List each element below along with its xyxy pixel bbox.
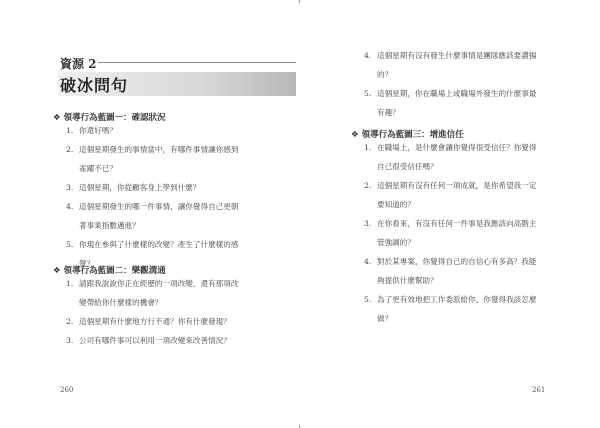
list-item: 1. 請跟我說說你正在經歷的一項改變，還有那項改 變帶給你什麼樣的機會？ xyxy=(66,279,239,307)
section-heading-1: ❖ 領導行為藍圖一：確認狀況 xyxy=(53,113,166,123)
title-bar xyxy=(58,72,296,96)
page-number: 260 xyxy=(60,386,74,394)
page-title: 破冰問句 xyxy=(60,76,129,95)
list-item: 4. 這個星期有沒有發生什麼事情是團隊應該要讚揚 的？ xyxy=(364,51,537,79)
list-item: 4. 這個星期發生的哪一件事情，讓你覺得自己更朝 著事業指數邁進？ xyxy=(66,202,239,230)
list-item: 2. 這個星期有什麼地方行不通？你有什麼發現？ xyxy=(66,317,231,326)
diamond-bullet-icon: ❖ xyxy=(53,113,61,123)
list-item: 1. 在職場上，是什麼會讓你覺得很受信任？你覺得 自己很受信任嗎？ xyxy=(364,143,537,171)
list-item: 3. 這個星期，你從顧客身上學到什麼？ xyxy=(66,183,201,192)
list-item: 5. 你現在參與了什麼樣的改變？產生了什麼樣的感 覺？ xyxy=(66,240,239,268)
resource-label: 資源 2 xyxy=(60,57,97,71)
list-item: 1. 你還好嗎？ xyxy=(66,126,117,135)
list-item: 3. 公司有哪件事可以利用一項改變來改善情況？ xyxy=(66,336,231,345)
diamond-bullet-icon: ❖ xyxy=(351,130,359,140)
right-page xyxy=(300,0,600,428)
resource-rule xyxy=(98,62,296,63)
list-item: 3. 在你看來，有沒有任何一件事是我應該向高階主 管強調的？ xyxy=(364,219,537,247)
diamond-bullet-icon: ❖ xyxy=(53,266,61,276)
list-item: 2. 這個星期有沒有任何一項成就，是你希望我一定 要知道的？ xyxy=(364,181,537,209)
section-heading-3: ❖ 領導行為藍圖三：增進信任 xyxy=(351,130,464,140)
list-item: 5. 為了更有效地把工作委派給你，你覺得我該怎麼 做？ xyxy=(364,295,537,323)
section-heading-2: ❖ 領導行為藍圖二：樂觀溝通 xyxy=(53,266,166,276)
page-number: 261 xyxy=(532,386,546,394)
list-item: 5. 這個星期，你在職場上或職場外發生的什麼事最 有趣？ xyxy=(364,89,537,117)
list-item: 4. 對於某專案，你覺得自己的自信心有多高？我能 夠提供什麼幫助？ xyxy=(364,257,537,285)
list-item: 2. 這個星期發生的事情當中，有哪件事情讓你感到 雀躍不已？ xyxy=(66,145,239,173)
